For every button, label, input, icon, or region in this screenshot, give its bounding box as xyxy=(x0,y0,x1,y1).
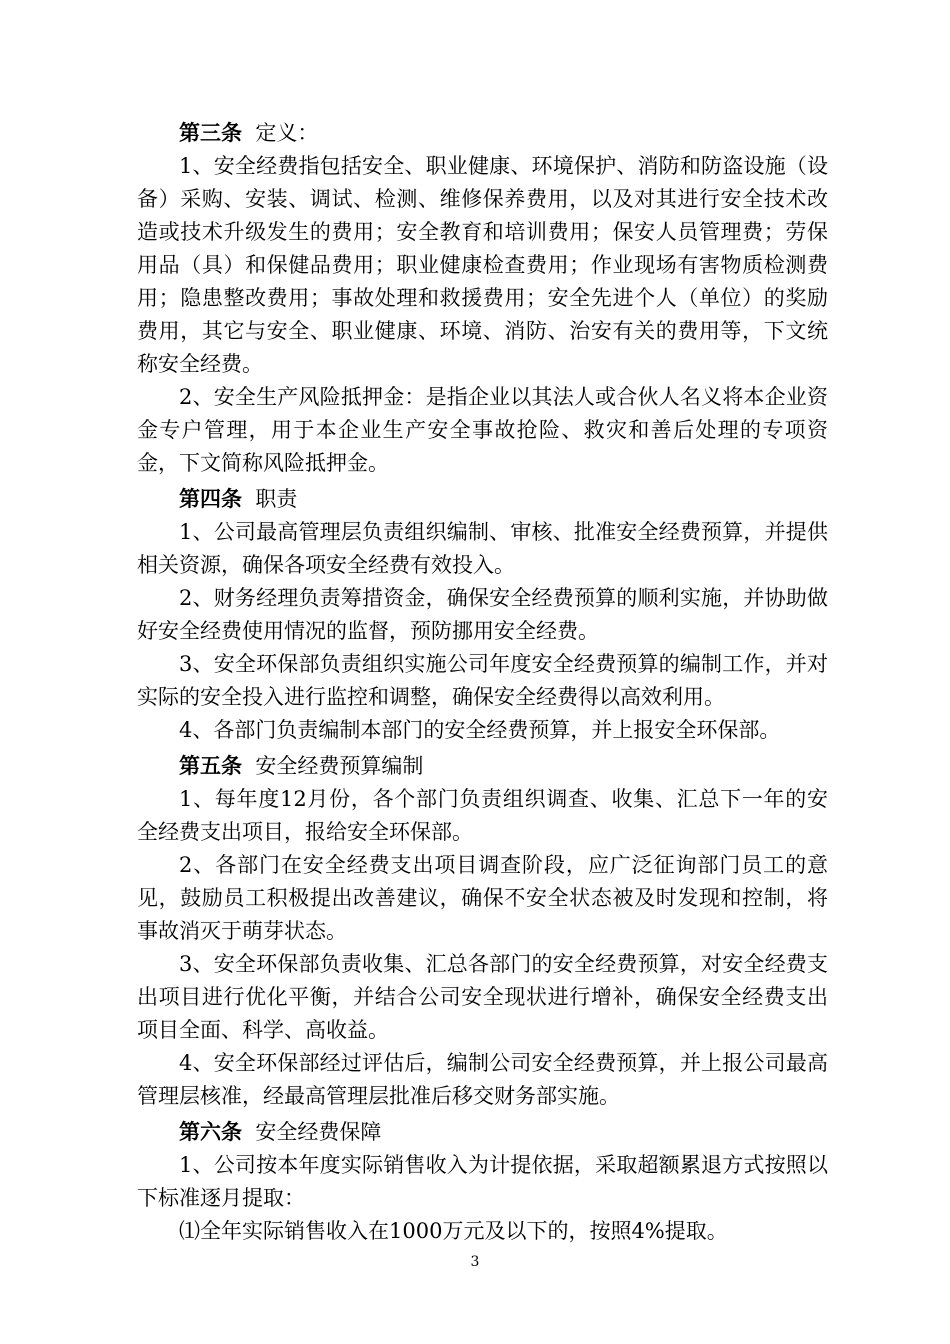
body-paragraph: 2、安全生产风险抵押金：是指企业以其法人或合伙人名义将本企业资金专户管理，用于本企业生产安全事故抢险、救灾和善后处理的专项资金，下文简称风险抵押金。 xyxy=(137,385,828,475)
article-heading-text: 定义： xyxy=(255,121,319,145)
article-heading-text: 安全经费保障 xyxy=(255,1120,382,1144)
article-heading xyxy=(137,1115,828,1149)
article-heading xyxy=(137,749,828,783)
body-paragraph: 3、安全环保部负责组织实施公司年度安全经费预算的编制工作，并对实际的安全投入进行监控和调整，确保安全经费得以高效利用。 xyxy=(137,652,828,709)
body-paragraph: 3、安全环保部负责收集、汇总各部门的安全经费预算，对安全经费支出项目进行优化平衡，并结合公司安全现状进行增补，确保安全经费支出项目全面、科学、高收益。 xyxy=(137,952,828,1042)
body-paragraph: 2、各部门在安全经费支出项目调查阶段，应广泛征询部门员工的意见，鼓励员工积极提出改善建议，确保不安全状态被及时发现和控制，将事故消灭于萌芽状态。 xyxy=(137,853,828,943)
article-title: 第六条 xyxy=(179,1119,242,1144)
article-heading xyxy=(137,482,828,516)
article-heading-text: 职责 xyxy=(255,487,298,511)
body-paragraph: 1、每年度12月份，各个部门负责组织调查、收集、汇总下一年的安全经费支出项目，报给安全环保部。 xyxy=(137,787,828,844)
body-paragraph: 4、安全环保部经过评估后，编制公司安全经费预算，并上报公司最高管理层核准，经最高管理层批准后移交财务部实施。 xyxy=(137,1051,828,1108)
body-paragraph: 1、公司最高管理层负责组织编制、审核、批准安全经费预算，并提供相关资源，确保各项安全经费有效投入。 xyxy=(137,520,828,577)
article-title: 第四条 xyxy=(179,486,242,511)
page-number: 3 xyxy=(470,1254,480,1270)
body-paragraph: 2、财务经理负责筹措资金，确保安全经费预算的顺利实施，并协助做好安全经费使用情况的监督，预防挪用安全经费。 xyxy=(137,586,828,643)
body-paragraph: ⑴全年实际销售收入在1000万元及以下的，按照4%提取。 xyxy=(179,1219,728,1243)
document-body xyxy=(137,116,828,1248)
body-paragraph: 1、公司按本年度实际销售收入为计提依据，采取超额累退方式按照以下标准逐月提取： xyxy=(137,1153,828,1210)
body-paragraph: 4、各部门负责编制本部门的安全经费预算，并上报安全环保部。 xyxy=(179,718,781,742)
body-paragraph: 1、安全经费指包括安全、职业健康、环境保护、消防和防盗设施（设备）采购、安装、调试、检测、维修保养费用，以及对其进行安全技术改造或技术升级发生的费用；安全教育和培训费用；保安人员管理费；劳保用品（具）和保健品费用；职业健康检查费用；作业现场有害物质检测费用；隐患整改费用；事故处理和救援费用；安全先进个人（单位）的奖励费用，其它与安全、职业健康、环境、消防、治安有关的费用等，下文统称安全经费。 xyxy=(137,154,828,376)
article-title: 第五条 xyxy=(179,753,242,778)
article-title: 第三条 xyxy=(179,120,242,145)
article-heading xyxy=(137,116,828,150)
article-heading-text: 安全经费预算编制 xyxy=(255,754,424,778)
